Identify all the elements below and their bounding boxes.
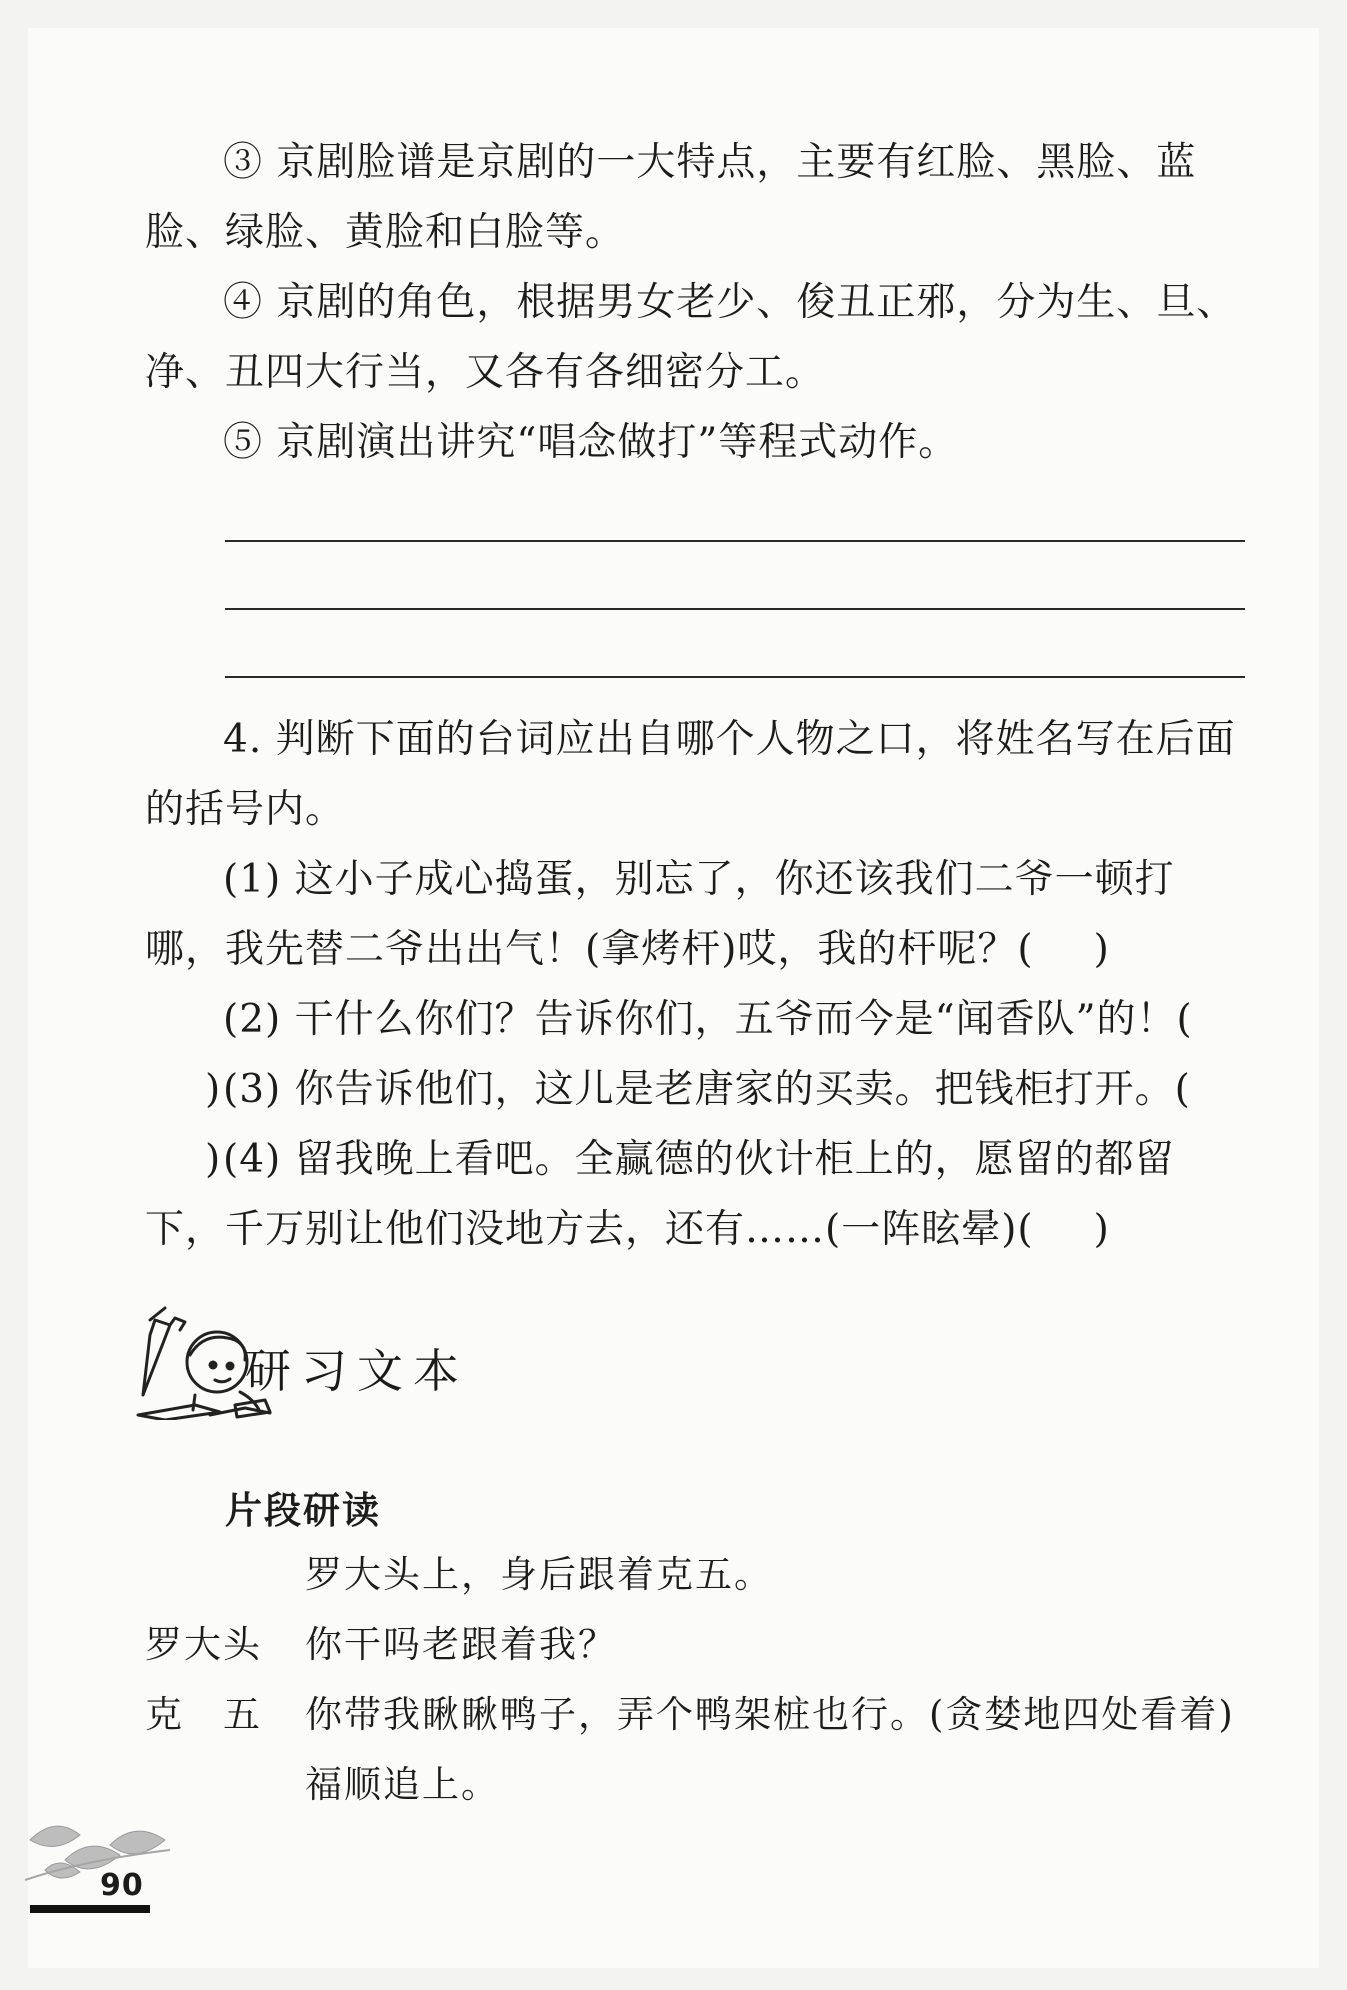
answer-line-3[interactable] <box>225 676 1245 678</box>
speaker-name: 克 五 <box>145 1693 262 1736</box>
answer-line-2[interactable] <box>225 608 1245 610</box>
dialogue-line-2 <box>145 1685 1255 1745</box>
excerpt-heading: 片段研读 <box>225 1489 381 1532</box>
dialogue-text: (3) 你告诉他们，这儿是老唐家的买卖。把钱柜打开。( <box>223 1067 1191 1112</box>
close-paren: ) <box>205 1067 222 1112</box>
list-item-3: ③ 京剧脸谱是京剧的一大特点，主要有红脸、黑脸、蓝脸、绿脸、黄脸和白脸等。 <box>145 140 1197 255</box>
stage-text: 福顺追上。 <box>305 1763 500 1806</box>
dialogue-line-1 <box>145 1615 1255 1675</box>
speaker-name: 罗大头 <box>145 1623 262 1666</box>
close-paren: ) <box>1093 927 1110 972</box>
answer-line-1[interactable] <box>225 540 1245 542</box>
stage-direction-1 <box>145 1545 1255 1605</box>
dialogue-text: (2) 干什么你们？告诉你们，五爷而今是“闻香队”的！( <box>223 997 1193 1042</box>
question-4-prompt: 4. 判断下面的台词应出自哪个人物之口，将姓名写在后面的括号内。 <box>145 717 1236 832</box>
page-number: 90 <box>100 1868 144 1903</box>
question-4-line-1 <box>145 845 1245 985</box>
page-number-bar <box>30 1905 150 1913</box>
close-paren: ) <box>205 1137 222 1182</box>
stage-text: 罗大头上，身后跟着克五。 <box>305 1553 773 1596</box>
dialogue-text: (4) 留我晚上看吧。全赢德的伙计柜上的，愿留的都留下，千万别让他们没地方去，还有……(一阵眩晕)( <box>145 1137 1175 1252</box>
section-title: 研习文本 <box>245 1344 469 1398</box>
list-item-4: ④ 京剧的角色，根据男女老少、俊丑正邪，分为生、旦、净、丑四大行当，又各有各细密分工。 <box>145 280 1237 395</box>
speech-text: 你带我瞅瞅鸭子，弄个鸭架桩也行。(贪婪地四处看着) <box>305 1693 1235 1736</box>
list-item-5: ⑤ 京剧演出讲究“唱念做打”等程式动作。 <box>223 420 959 465</box>
dialogue-text: (1) 这小子成心捣蛋，别忘了，你还该我们二爷一顿打哪，我先替二爷出出气！(拿烤杆)哎，我的杆呢？( <box>145 857 1175 972</box>
stage-direction-2 <box>145 1755 1255 1815</box>
speech-text: 你干吗老跟着我？ <box>305 1623 617 1666</box>
question-4-line-4 <box>145 1125 1245 1265</box>
close-paren: ) <box>1093 1207 1110 1252</box>
